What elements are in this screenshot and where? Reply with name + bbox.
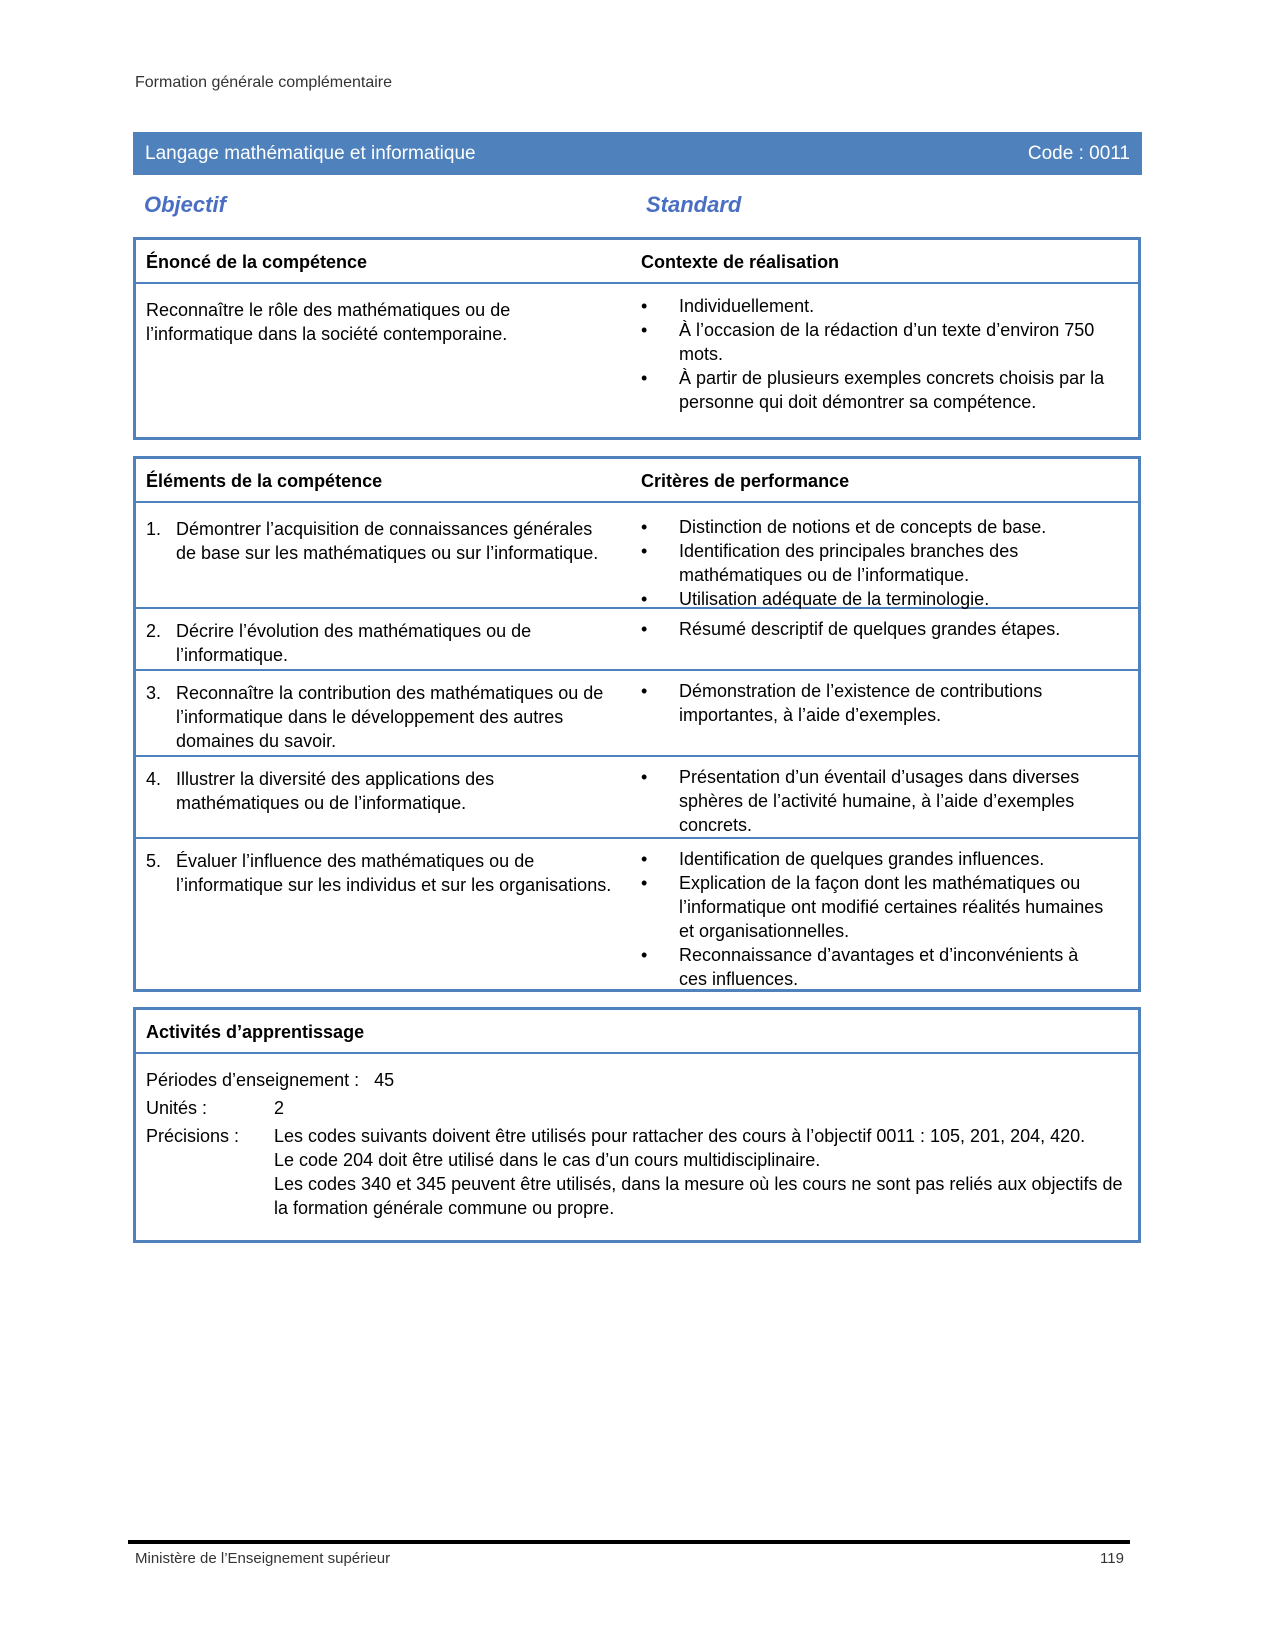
competence-header	[136, 240, 1138, 284]
element-row-5	[136, 839, 1138, 989]
footer-ministry: Ministère de l’Enseignement supérieur	[135, 1550, 391, 1567]
criterion-item: • Présentation d’un éventail d’usages dans diverses sphères de l’activité humaine, à l’aide d’exemples concrets.	[641, 765, 1111, 837]
context-header: Contexte de réalisation	[641, 252, 840, 272]
element-number: 4.	[146, 769, 162, 789]
running-head: Formation générale complémentaire	[135, 74, 393, 91]
competence-box	[133, 237, 1141, 440]
standard-heading: Standard	[646, 192, 742, 217]
element-text: Illustrer la diversité des applications des mathématiques ou de l’informatique.	[176, 769, 495, 813]
precisions-label: Précisions :	[146, 1126, 240, 1146]
element-text: Évaluer l’influence des mathématiques ou de l’informatique sur les individus et sur les organisations.	[176, 851, 612, 895]
periods-row	[146, 1068, 394, 1092]
element-row-2	[136, 609, 1138, 671]
criteria-header: Critères de performance	[641, 471, 850, 491]
competence-statement: Reconnaître le rôle des mathématiques ou de l’informatique dans la société contemporaine.	[146, 300, 511, 344]
footer-rule	[128, 1540, 1130, 1544]
context-item: • Individuellement.	[641, 294, 1111, 318]
context-item: • À partir de plusieurs exemples concrets choisis par la personne qui doit démontrer sa compétence.	[641, 366, 1111, 414]
element-text: Démontrer l’acquisition de connaissances générales de base sur les mathématiques ou sur l’informatique.	[176, 519, 599, 563]
criterion-item: • Identification de quelques grandes influences.	[641, 847, 1111, 871]
objective-heading: Objectif	[144, 192, 226, 217]
units-value: 2	[274, 1098, 285, 1118]
criterion-item: • Résumé descriptif de quelques grandes étapes.	[641, 617, 1111, 641]
competence-statement-header: Énoncé de la compétence	[146, 252, 368, 272]
competence-row	[136, 284, 1138, 439]
objective-code: Code : 0011	[1027, 142, 1130, 164]
page-number: 119	[1100, 1550, 1124, 1567]
elements-header	[136, 459, 1138, 503]
precision-item: Les codes 340 et 345 peuvent être utilisés, dans la mesure où les cours ne sont pas reliés aux objectifs de la formation générale commune ou propre.	[274, 1174, 1123, 1218]
precision-item: Les codes suivants doivent être utilisés pour rattacher des cours à l’objectif 0011 : 105, 201, 204, 420.	[274, 1126, 1086, 1146]
units-label: Unités :	[146, 1098, 208, 1118]
activities-title: Activités d’apprentissage	[146, 1022, 365, 1042]
criterion-item: • Reconnaissance d’avantages et d’inconvénients à ces influences.	[641, 943, 1111, 991]
periods-label: Périodes d’enseignement :	[146, 1070, 360, 1090]
criterion-item: • Identification des principales branches des mathématiques ou de l’informatique.	[641, 539, 1111, 587]
elements-header-left: Éléments de la compétence	[146, 471, 383, 491]
elements-box	[133, 456, 1141, 992]
criterion-item: • Démonstration de l’existence de contributions importantes, à l’aide d’exemples.	[641, 679, 1111, 727]
element-number: 2.	[146, 621, 162, 641]
element-row-3	[136, 671, 1138, 757]
criterion-item: • Explication de la façon dont les mathématiques ou l’informatique ont modifié certaines réalités humaines et organisationnelles.	[641, 871, 1111, 943]
element-row-4	[136, 757, 1138, 839]
activities-header	[136, 1010, 1138, 1054]
element-number: 1.	[146, 519, 162, 539]
precision-item: Le code 204 doit être utilisé dans le cas d’un cours multidisciplinaire.	[274, 1150, 821, 1170]
element-number: 3.	[146, 683, 162, 703]
element-text: Décrire l’évolution des mathématiques ou de l’informatique.	[176, 621, 532, 665]
element-row-1	[136, 503, 1138, 609]
objective-title: Langage mathématique et informatique	[145, 142, 476, 164]
element-number: 5.	[146, 851, 162, 871]
criterion-item: • Distinction de notions et de concepts de base.	[641, 515, 1111, 539]
units-row	[146, 1096, 285, 1120]
context-item: • À l’occasion de la rédaction d’un texte d’environ 750 mots.	[641, 318, 1111, 366]
title-bar	[133, 132, 1142, 175]
criterion-item: • Utilisation adéquate de la terminologie.	[641, 587, 1111, 611]
element-text: Reconnaître la contribution des mathématiques ou de l’informatique dans le développement des autres domaines du savoir.	[176, 683, 604, 751]
periods-value: 45	[374, 1070, 395, 1090]
activities-box	[133, 1007, 1141, 1243]
